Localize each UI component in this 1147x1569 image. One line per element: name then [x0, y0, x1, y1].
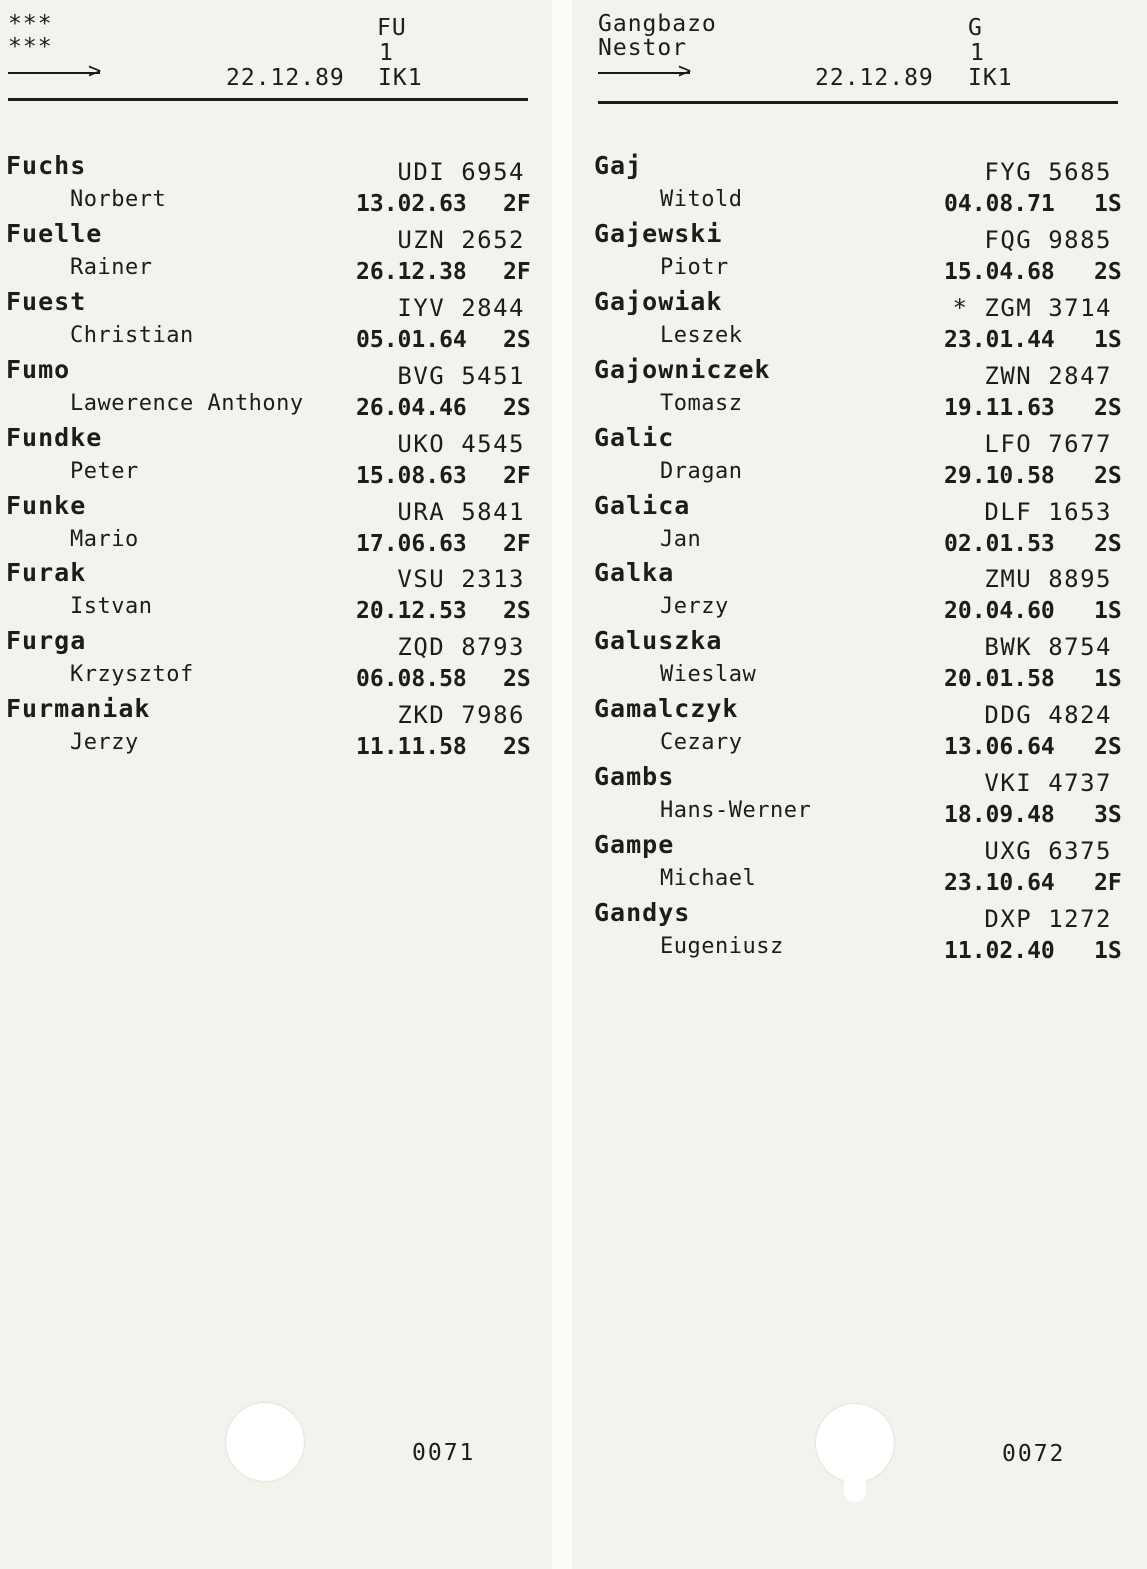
entry-code: UZN 2652	[397, 225, 525, 254]
entry-surname: Gamalczyk	[594, 694, 739, 724]
entry-given-name: Leszek	[660, 322, 743, 348]
entry-surname: Furmaniak	[6, 694, 151, 724]
entry-surname: Galka	[594, 558, 675, 588]
entry-surname: Fuest	[6, 286, 87, 316]
entry-given-name: Cezary	[660, 730, 743, 756]
entry-code: DLF 1653	[984, 497, 1112, 526]
entry-class: 1S	[1094, 937, 1122, 964]
entry-class: 2S	[503, 394, 531, 421]
entry-surname: Funke	[6, 490, 87, 520]
entry-class: 2F	[503, 462, 531, 489]
entry-given-name: Tomasz	[660, 390, 743, 416]
entry-surname: Fuelle	[6, 218, 103, 248]
entry-surname: Gajowiak	[594, 286, 723, 316]
entry-date: 20.01.58	[944, 666, 1055, 693]
header-type: IK1	[968, 65, 1013, 91]
entry-date: 02.01.53	[944, 530, 1055, 557]
header-type: IK1	[378, 65, 423, 91]
header-number: 1	[970, 40, 985, 66]
entry-given-name: Wieslaw	[660, 662, 757, 688]
header-date: 22.12.89	[226, 65, 345, 91]
entry-given-name: Jerzy	[70, 730, 139, 756]
entry-given-name: Peter	[70, 458, 139, 484]
entry-code: ZQD 8793	[397, 633, 525, 662]
entry-given-name: Rainer	[70, 254, 153, 280]
entry-given-name: Istvan	[70, 594, 153, 620]
entry-class: 2S	[503, 666, 531, 693]
entry-code: UKO 4545	[397, 429, 525, 458]
entry-code: VKI 4737	[984, 769, 1112, 798]
entry-code: LFO 7677	[984, 429, 1112, 458]
entry-class: 2S	[503, 326, 531, 353]
entry-date: 05.01.64	[356, 326, 467, 353]
entry-class: 1S	[1094, 326, 1122, 353]
page-number: 0072	[1002, 1441, 1066, 1467]
entry-class: 2S	[503, 598, 531, 625]
entry-given-name: Piotr	[660, 254, 729, 280]
arrow-head-icon: >	[88, 59, 102, 84]
entry-surname: Gampe	[594, 830, 675, 859]
entry-date: 04.08.71	[944, 191, 1055, 217]
entry-code: ZKD 7986	[397, 701, 525, 730]
entry-surname: Gambs	[594, 762, 675, 792]
entry-class: 2F	[503, 191, 531, 217]
entry-surname: Galic	[594, 422, 675, 452]
entry-given-name: Mario	[70, 526, 139, 552]
card-gap	[552, 0, 572, 1569]
entry-date: 15.04.68	[944, 258, 1055, 285]
entry-given-name: Christian	[70, 322, 194, 348]
entry-date: 23.10.64	[944, 870, 1055, 896]
entry-code: UXG 6375	[984, 837, 1112, 865]
entry-code: DDG 4824	[984, 701, 1112, 730]
entry-class: 1S	[1094, 191, 1122, 217]
header-date: 22.12.89	[815, 65, 934, 91]
entry-given-name: Jan	[660, 526, 702, 552]
entry-date: 15.08.63	[356, 462, 467, 489]
entry-class: 2F	[503, 258, 531, 285]
entry-class: 2S	[1094, 462, 1122, 489]
entry-class: 3S	[1094, 802, 1122, 829]
entry-given-name: Hans-Werner	[660, 798, 812, 824]
header-rule	[8, 98, 528, 101]
entry-date: 17.06.63	[356, 530, 467, 557]
entry-code: VSU 2313	[397, 565, 525, 594]
entry-date: 13.02.63	[356, 191, 467, 217]
entry-date: 29.10.58	[944, 462, 1055, 489]
entry-class: 1S	[1094, 666, 1122, 693]
card-left	[0, 0, 552, 1569]
entry-class: 1S	[1094, 598, 1122, 625]
entry-surname: Gajewski	[594, 218, 723, 248]
entry-date: 19.11.63	[944, 394, 1055, 421]
arrow-shaft	[598, 72, 690, 74]
entry-given-name: Dragan	[660, 458, 743, 484]
entry-date: 11.02.40	[944, 937, 1055, 964]
arrow-shaft	[8, 72, 100, 74]
entry-surname: Gajowniczek	[594, 354, 771, 384]
entry-surname: Fumo	[6, 354, 71, 384]
arrow-head-icon: >	[678, 59, 692, 84]
entry-code: BVG 5451	[397, 361, 525, 390]
entry-code: ZWN 2847	[984, 361, 1112, 390]
header-rule	[598, 101, 1118, 104]
entry-class: 2S	[1094, 530, 1122, 557]
entry-surname: Furak	[6, 558, 87, 588]
header-line1: Gangbazo	[598, 11, 717, 37]
punch-hole	[226, 1403, 304, 1481]
entry-given-name: Norbert	[70, 187, 167, 212]
entry-surname: Gandys	[594, 897, 691, 927]
header-code: FU	[377, 15, 407, 41]
entry-given-name: Eugeniusz	[660, 933, 784, 959]
entry-given-name: Lawerence Anthony	[70, 390, 304, 416]
entry-surname: Galuszka	[594, 626, 723, 656]
entry-code: BWK 8754	[984, 633, 1112, 662]
header-line1: ***	[8, 11, 53, 37]
header-line2: Nestor	[598, 35, 688, 61]
entry-code: ZMU 8895	[984, 565, 1112, 594]
entry-class: 2F	[503, 530, 531, 557]
entry-code: DXP 1272	[984, 904, 1112, 933]
entry-class: 2S	[503, 734, 531, 761]
entry-given-name: Witold	[660, 187, 743, 212]
entry-code: FYG 5685	[984, 158, 1112, 186]
entry-code: URA 5841	[397, 497, 525, 526]
entry-date: 06.08.58	[356, 666, 467, 693]
entry-surname: Furga	[6, 626, 87, 656]
header-line2: ***	[8, 34, 53, 60]
entry-code: UDI 6954	[397, 158, 525, 186]
entry-surname: Gaj	[594, 151, 643, 180]
entry-code: IYV 2844	[397, 293, 525, 322]
entry-date: 20.04.60	[944, 598, 1055, 625]
entry-given-name: Krzysztof	[70, 662, 194, 688]
header-code: G	[968, 15, 983, 41]
page-number: 0071	[412, 1440, 476, 1466]
entry-date: 23.01.44	[944, 326, 1055, 353]
punch-hole-tear	[844, 1474, 866, 1502]
entry-code: FQG 9885	[984, 225, 1112, 254]
entry-surname: Fuchs	[6, 151, 87, 180]
entry-given-name: Jerzy	[660, 594, 729, 620]
header-number: 1	[379, 40, 394, 66]
entry-date: 11.11.58	[356, 734, 467, 761]
entry-surname: Fundke	[6, 422, 103, 452]
punch-hole	[816, 1404, 894, 1482]
entry-class: 2S	[1094, 734, 1122, 761]
card-right	[572, 0, 1147, 1569]
entry-class: 2F	[1094, 870, 1122, 896]
entry-date: 13.06.64	[944, 734, 1055, 761]
entry-date: 26.04.46	[356, 394, 467, 421]
entry-surname: Galica	[594, 490, 691, 520]
entry-code: * ZGM 3714	[952, 293, 1112, 322]
entry-class: 2S	[1094, 258, 1122, 285]
entry-class: 2S	[1094, 394, 1122, 421]
entry-date: 26.12.38	[356, 258, 467, 285]
entry-date: 18.09.48	[944, 802, 1055, 829]
entry-given-name: Michael	[660, 866, 757, 891]
entry-date: 20.12.53	[356, 598, 467, 625]
